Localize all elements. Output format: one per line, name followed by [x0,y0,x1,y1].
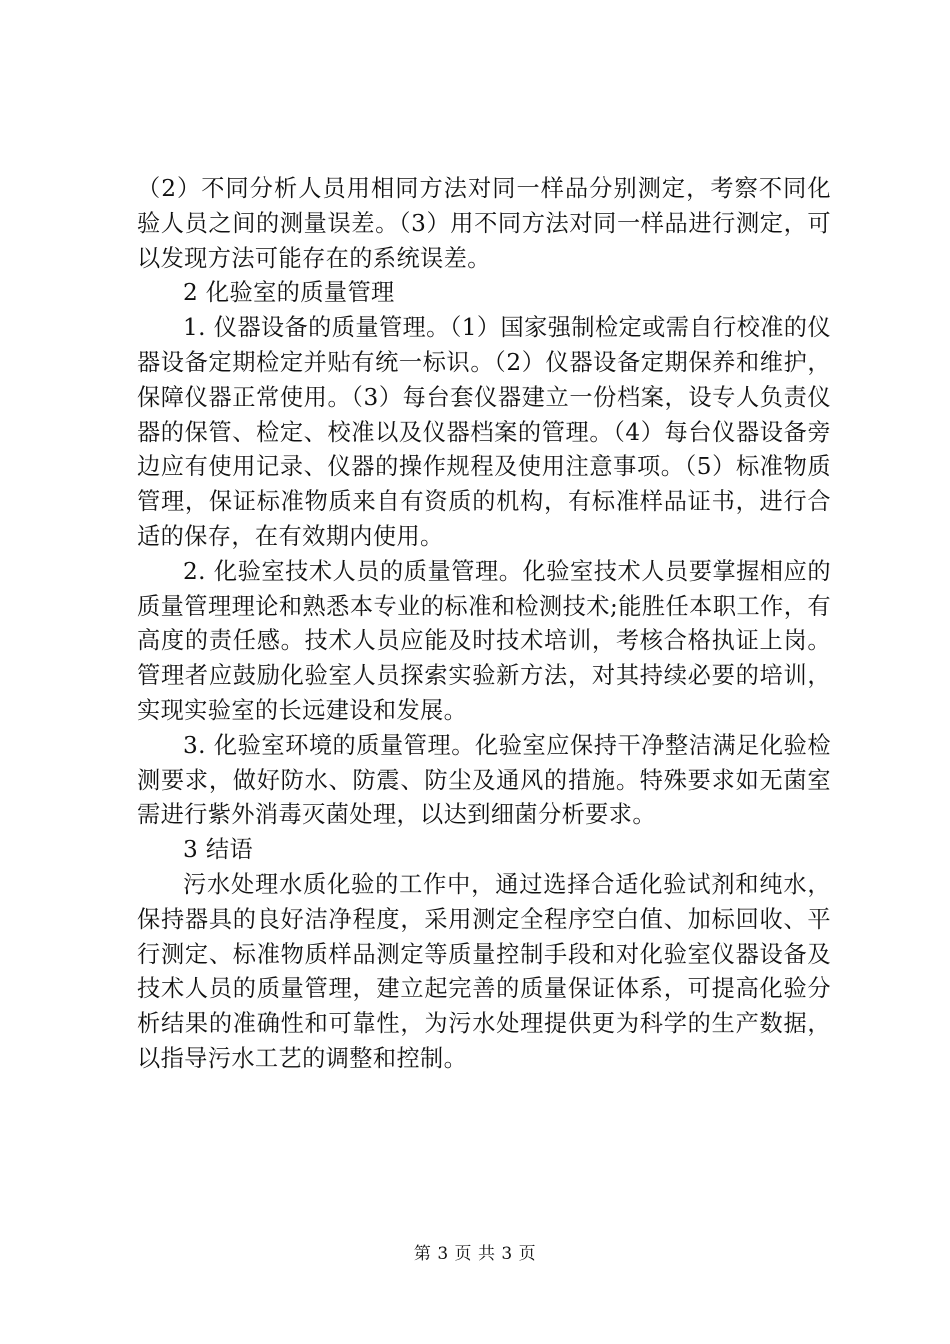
paragraph-continuation: （2）不同分析人员用相同方法对同一样品分别测定，考察不同化验人员之间的测量误差。（3）用不同方法对同一样品进行测定，可以发现方法可能存在的系统误差。 [137,175,831,272]
paragraph-instrument-management: 1. 仪器设备的质量管理。（1）国家强制检定或需自行校准的仪器设备定期检定并贴有统一标识。（2）仪器设备定期保养和维护，保障仪器正常使用。（3）每台套仪器建立一份档案，设专人负责仪器的保管、检定、校准以及仪器档案的管理。（4）每台仪器设备旁边应有使用记录、仪器的操作规程及使用注意事项。（5）标准物质管理，保证标准物质来自有资质的机构，有标准样品证书，进行合适的保存，在有效期内使用。 [137,314,831,550]
page-footer: 第 3 页 共 3 页 [413,1244,537,1264]
section-heading-conclusion: 3 结语 [183,836,254,864]
section-heading-quality-management: 2 化验室的质量管理 [183,279,395,307]
document-body [137,172,831,1077]
paragraph-conclusion: 污水处理水质化验的工作中，通过选择合适化验试剂和纯水，保持器具的良好洁净程度，采用测定全程序空白值、加标回收、平行测定、标准物质样品测定等质量控制手段和对化验室仪器设备及技术人员的质量管理，建立起完善的质量保证体系，可提高化验分析结果的准确性和可靠性，为污水处理提供更为科学的生产数据，以指导污水工艺的调整和控制。 [137,870,831,1072]
paragraph-staff-management: 2. 化验室技术人员的质量管理。化验室技术人员要掌握相应的质量管理理论和熟悉本专业的标准和检测技术;能胜任本职工作，有高度的责任感。技术人员应能及时技术培训，考核合格执证上岗。管理者应鼓励化验室人员探索实验新方法，对其持续必要的培训，实现实验室的长远建设和发展。 [137,557,831,724]
paragraph-environment-management: 3. 化验室环境的质量管理。化验室应保持干净整洁满足化验检测要求，做好防水、防震、防尘及通风的措施。特殊要求如无菌室需进行紫外消毒灭菌处理，以达到细菌分析要求。 [137,731,831,829]
